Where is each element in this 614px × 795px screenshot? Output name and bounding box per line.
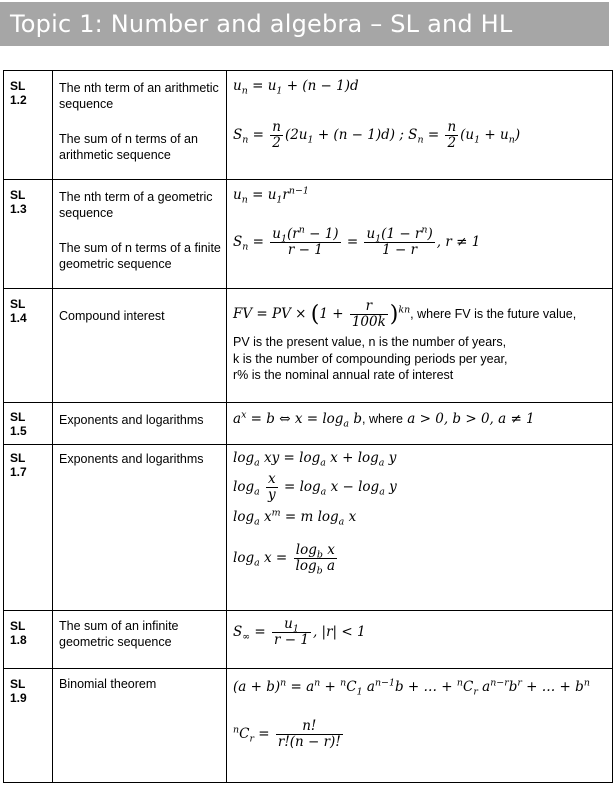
code-number: 1.9 xyxy=(10,691,27,705)
row-sl-1-3 xyxy=(4,180,613,289)
code-cell xyxy=(4,611,53,669)
code-cell xyxy=(4,445,53,611)
topic-cell xyxy=(53,180,227,289)
formula-change-of-base: $\log_a x$ = $\frac{\log_b x}{\log_b a}$ xyxy=(233,542,336,577)
formula-log-power: $\log_a x^m = m$ $\log_a x$ xyxy=(233,507,357,528)
page-title: Topic 1: Number and algebra – SL and HL xyxy=(10,10,513,38)
code-cell xyxy=(4,180,53,289)
topic-cell xyxy=(53,669,227,783)
formula-binomial-expansion: $(a + b)^n = a^n + ^nC_1$ $a^{n-1}b$ + … + $^nC_r$ $a^{n-r}b^r$ + … + $b^n$ xyxy=(233,677,590,698)
row-sl-1-7 xyxy=(4,445,613,611)
future-value-note: , where FV is the future value, xyxy=(410,307,577,321)
formula-cell xyxy=(227,289,613,403)
note-line: r% is the nominal annual rate of interest xyxy=(233,368,454,382)
topic-banner xyxy=(0,2,609,46)
topic-text: The sum of n terms of a finite geometric sequence xyxy=(59,241,221,271)
code-cell xyxy=(4,669,53,783)
code-sl: SL xyxy=(10,619,26,633)
code-sl: SL xyxy=(10,79,26,93)
topic-cell xyxy=(53,403,227,445)
topic-cell xyxy=(53,71,227,180)
code-number: 1.2 xyxy=(10,93,27,107)
formula-compound-interest: FV = PV × (1 + $\frac{r}{100k}$ )$^{kn}$, where FV is the future value, xyxy=(233,298,577,330)
code-cell xyxy=(4,289,53,403)
code-cell xyxy=(4,71,53,180)
topic-cell xyxy=(53,445,227,611)
note-line: PV is the present value, n is the number of years, xyxy=(233,335,507,349)
topic-text: The nth term of an arithmetic sequence xyxy=(59,81,219,111)
topic-text: The nth term of a geometric sequence xyxy=(59,190,213,220)
row-sl-1-9 xyxy=(4,669,613,783)
row-sl-1-2 xyxy=(4,71,613,180)
formula-log-product: $\log_a$ xy = $\log_a x + \log_a y$ xyxy=(233,450,397,469)
formula-log-quotient: $\log_a$ $\frac{x}{y}$ = $\log_a x - \log_a y$ xyxy=(233,471,397,503)
topic-text: Exponents and logarithms xyxy=(59,413,204,427)
topic-cell xyxy=(53,289,227,403)
row-sl-1-8 xyxy=(4,611,613,669)
formula-binomial-coefficient: $^nC_r$ = $\frac{n!}{r!(n - r)!}$ xyxy=(233,718,341,750)
topic-text: Binomial theorem xyxy=(59,677,157,691)
formula-nth-term-arithmetic: $u_n = u_1 + (n - 1)d$ xyxy=(233,78,359,97)
code-sl: SL xyxy=(10,410,26,424)
formula-cell xyxy=(227,445,613,611)
topic-cell xyxy=(53,611,227,669)
formula-sum-geometric: $S_n$ = $\frac{u_1(r^n - 1)}{r - 1}$ = $\frac{u_1(1 - r^n)}{1 - r}$ , r ≠ 1 xyxy=(233,224,481,258)
note-line: k is the number of compounding periods per year, xyxy=(233,351,508,366)
topic-text: The sum of n terms of an arithmetic sequence xyxy=(59,132,198,162)
row-sl-1-4 xyxy=(4,289,613,403)
formula-cell xyxy=(227,669,613,783)
code-number: 1.8 xyxy=(10,633,27,647)
formula-cell xyxy=(227,71,613,180)
code-number: 1.7 xyxy=(10,465,27,479)
code-cell xyxy=(4,403,53,445)
formula-exponent-log: $a^x = b$ ⇔ $x = \log_a b$, where a > 0, b > 0, a ≠ 1 xyxy=(233,409,535,430)
topic-text: The sum of an infinite geometric sequence xyxy=(59,619,179,649)
code-number: 1.3 xyxy=(10,202,27,216)
code-sl: SL xyxy=(10,451,26,465)
code-sl: SL xyxy=(10,188,26,202)
formula-sum-arithmetic: $S_n$ = $\frac{n}{2}$ $(2u_1 + (n - 1)d)$ ; $S_n$ = $\frac{n}{2}$ $(u_1 + u_n)$ xyxy=(233,119,521,151)
formula-infinite-sum: $S_\infty$ = $\frac{u_1}{r - 1}$ , |r| < 1 xyxy=(233,616,366,648)
code-number: 1.4 xyxy=(10,311,27,325)
formula-cell xyxy=(227,180,613,289)
row-sl-1-5 xyxy=(4,403,613,445)
formula-nth-term-geometric: $u_n = u_1r^{n-1}$ xyxy=(233,185,309,206)
code-number: 1.5 xyxy=(10,424,27,438)
topic-text: Exponents and logarithms xyxy=(59,452,204,466)
formula-cell xyxy=(227,403,613,445)
formula-table xyxy=(3,70,613,783)
code-sl: SL xyxy=(10,297,26,311)
topic-text: Compound interest xyxy=(59,309,165,323)
formula-cell xyxy=(227,611,613,669)
code-sl: SL xyxy=(10,677,26,691)
